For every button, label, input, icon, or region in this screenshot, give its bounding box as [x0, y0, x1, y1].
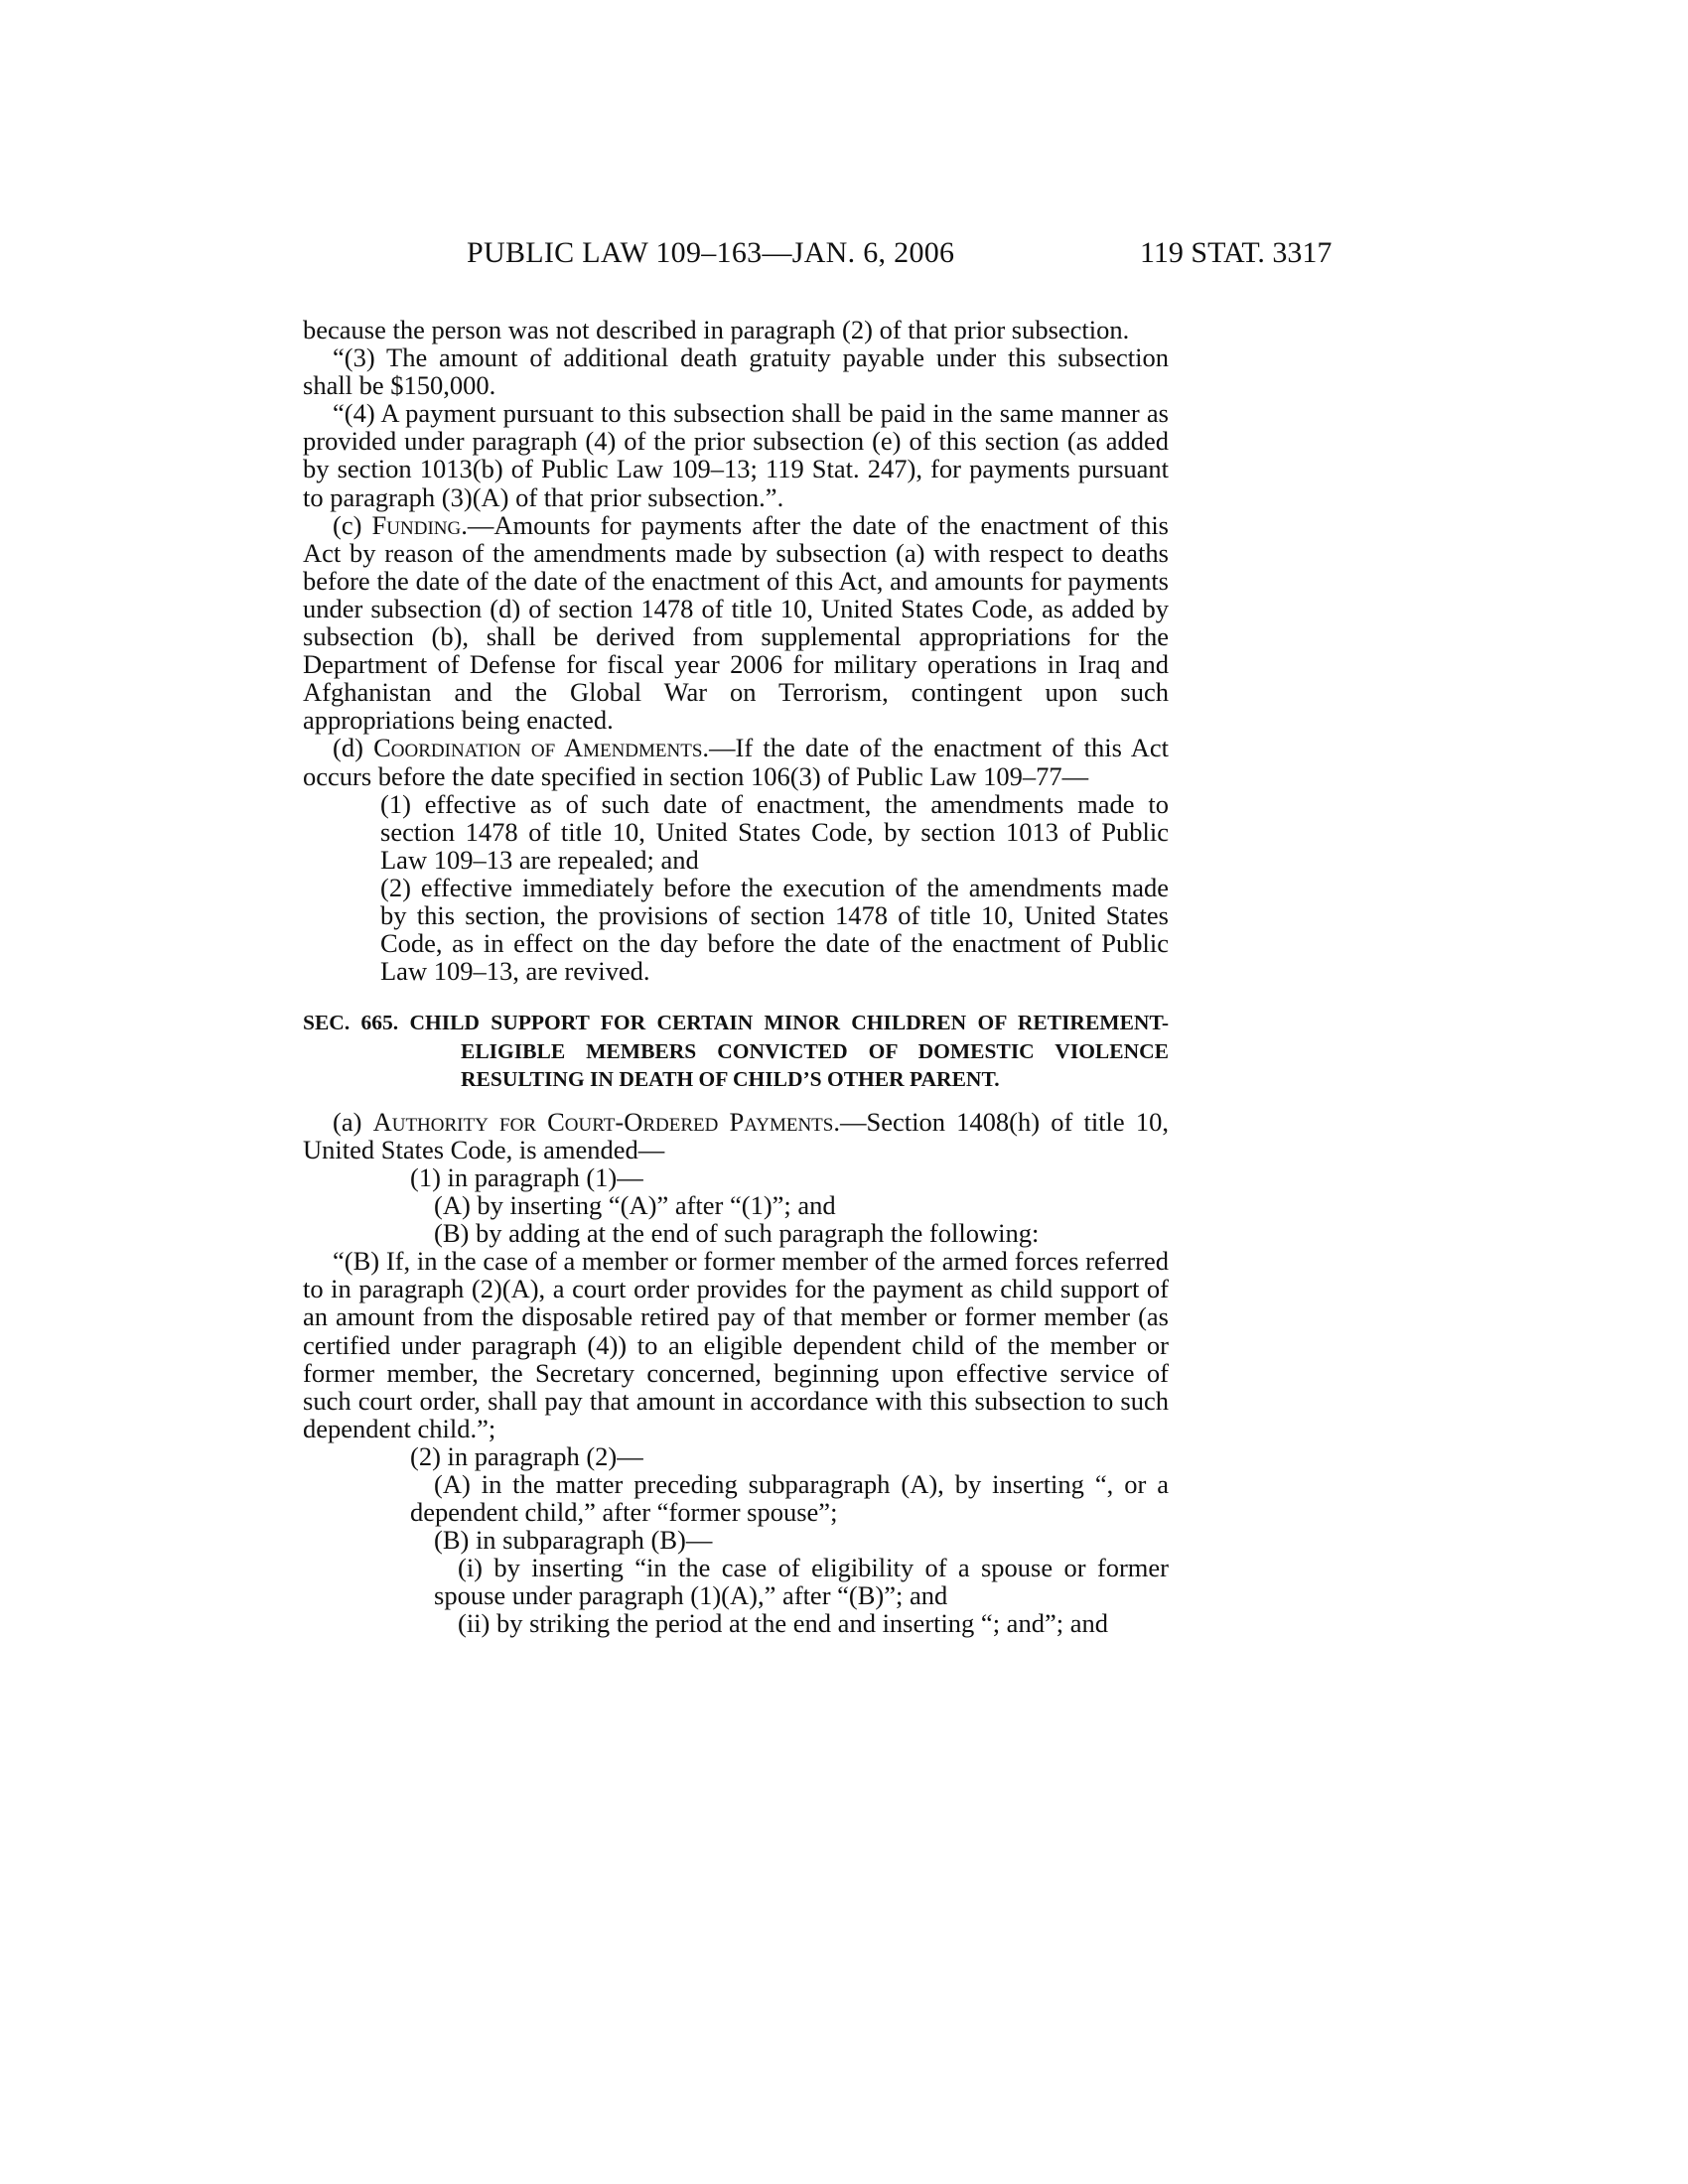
- subsection-c-text: .—Amounts for payments after the date of the enactment of this Act by reason of the amendments made by subsection (a) with respect to deaths before the date of the date of the enactment of this Act, and amounts for payments under subsection (d) of section 1478 of title 10, United States Code, as added by subsection (b), shall be derived from supplemental appropriations for the Department of Defense for fiscal year 2006 for military operations in Iraq and Afghanistan and the Global War on Terrorism, contingent upon such appropriations being enacted.: [303, 509, 1169, 736]
- subsection-a-lead: (a): [333, 1106, 373, 1137]
- paragraph-continuation: because the person was not described in paragraph (2) of that prior subsection.: [303, 315, 1130, 344]
- inserted-text-B: “(B) If, in the case of a member or former member of the armed forces referred to in paragraph (2)(A), a court order provides for the payment as child support of an amount from the disposable retired pay of that member or former member (as certified under paragraph (4)) to an eligible dependent child of the member or former member, the Secretary concerned, beginning upon effective service of such court order, shall pay that amount in accordance with this subsection to such dependent child.”;: [303, 1246, 1169, 1443]
- subparagraph-a-1-A: (A) by inserting “(A)” after “(1)”; and: [434, 1190, 836, 1221]
- subsection-c-lead: (c): [333, 509, 372, 540]
- subsection-a-text: .—Section 1408(h) of title 10, United States Code, is amended—: [303, 1106, 1169, 1164]
- subsection-c-heading: Funding: [371, 509, 462, 540]
- paragraph-a-1: (1) in paragraph (1)—: [410, 1161, 643, 1192]
- paragraph-4: “(4) A payment pursuant to this subsection shall be paid in the same manner as provided under paragraph (4) of the prior subsection (e) of this section (as added by section 1013(b) of Public Law 109–13; 119 Stat. 247), for payments pursuant to paragraph (3)(A) of that prior subsection.”.: [303, 398, 1169, 512]
- paragraph-d-1-text: (1) effective as of such date of enactment, the amendments made to section 1478 of title 10, United States Code, by section 1013 of Public Law 109–13 are repealed; and: [380, 788, 1169, 875]
- subparagraph-a-2-A: (A) in the matter preceding subparagraph (A), by inserting “, or a dependent child,” after “former spouse”;: [410, 1468, 1169, 1528]
- subsection-a: [303, 1108, 1169, 1163]
- running-header: PUBLIC LAW 109–163—JAN. 6, 2006: [467, 236, 955, 269]
- paragraph-d-2-text: (2) effective immediately before the execution of the amendments made by this section, the provisions of section 1478 of title 10, United States Code, as in effect on the day before the date of the enactment of Public Law 109–13, are revived.: [380, 872, 1169, 987]
- subsection-d: [303, 734, 1169, 789]
- document-body: [303, 316, 1169, 1638]
- paragraph-a-2: (2) in paragraph (2)—: [410, 1440, 643, 1471]
- paragraph-3: “(3) The amount of additional death gratuity payable under this subsection shall be $150,000.: [303, 342, 1169, 401]
- paragraph-d-1: [303, 790, 1169, 874]
- subsection-d-lead: (d): [333, 733, 374, 763]
- statute-page-reference: 119 STAT. 3317: [1140, 236, 1333, 269]
- paragraph-d-2: [303, 874, 1169, 985]
- subparagraph-a-1-B: (B) by adding at the end of such paragraph the following:: [434, 1218, 1040, 1249]
- clause-a-2-B-ii: (ii) by striking the period at the end and inserting “; and”; and: [458, 1608, 1108, 1639]
- subsection-d-heading: Coordination of Amendments: [373, 733, 703, 763]
- subparagraph-a-2-B: (B) in subparagraph (B)—: [434, 1525, 713, 1556]
- subsection-c: [303, 511, 1169, 735]
- subsection-a-heading: Authority for Court-Ordered Payments: [372, 1106, 834, 1137]
- section-665-heading: SEC. 665. CHILD SUPPORT FOR CERTAIN MINOR CHILDREN OF RETIREMENT-ELIGIBLE MEMBERS CONVICTED OF DOMESTIC VIOLENCE RESULTING IN DEATH OF CHILD’S OTHER PARENT.: [303, 1011, 1169, 1092]
- clause-a-2-B-i: (i) by inserting “in the case of eligibility of a spouse or former spouse under paragraph (1)(A),” after “(B)”; and: [434, 1553, 1169, 1611]
- subsection-d-text: .—If the date of the enactment of this Act occurs before the date specified in section 106(3) of Public Law 109–77—: [303, 733, 1169, 791]
